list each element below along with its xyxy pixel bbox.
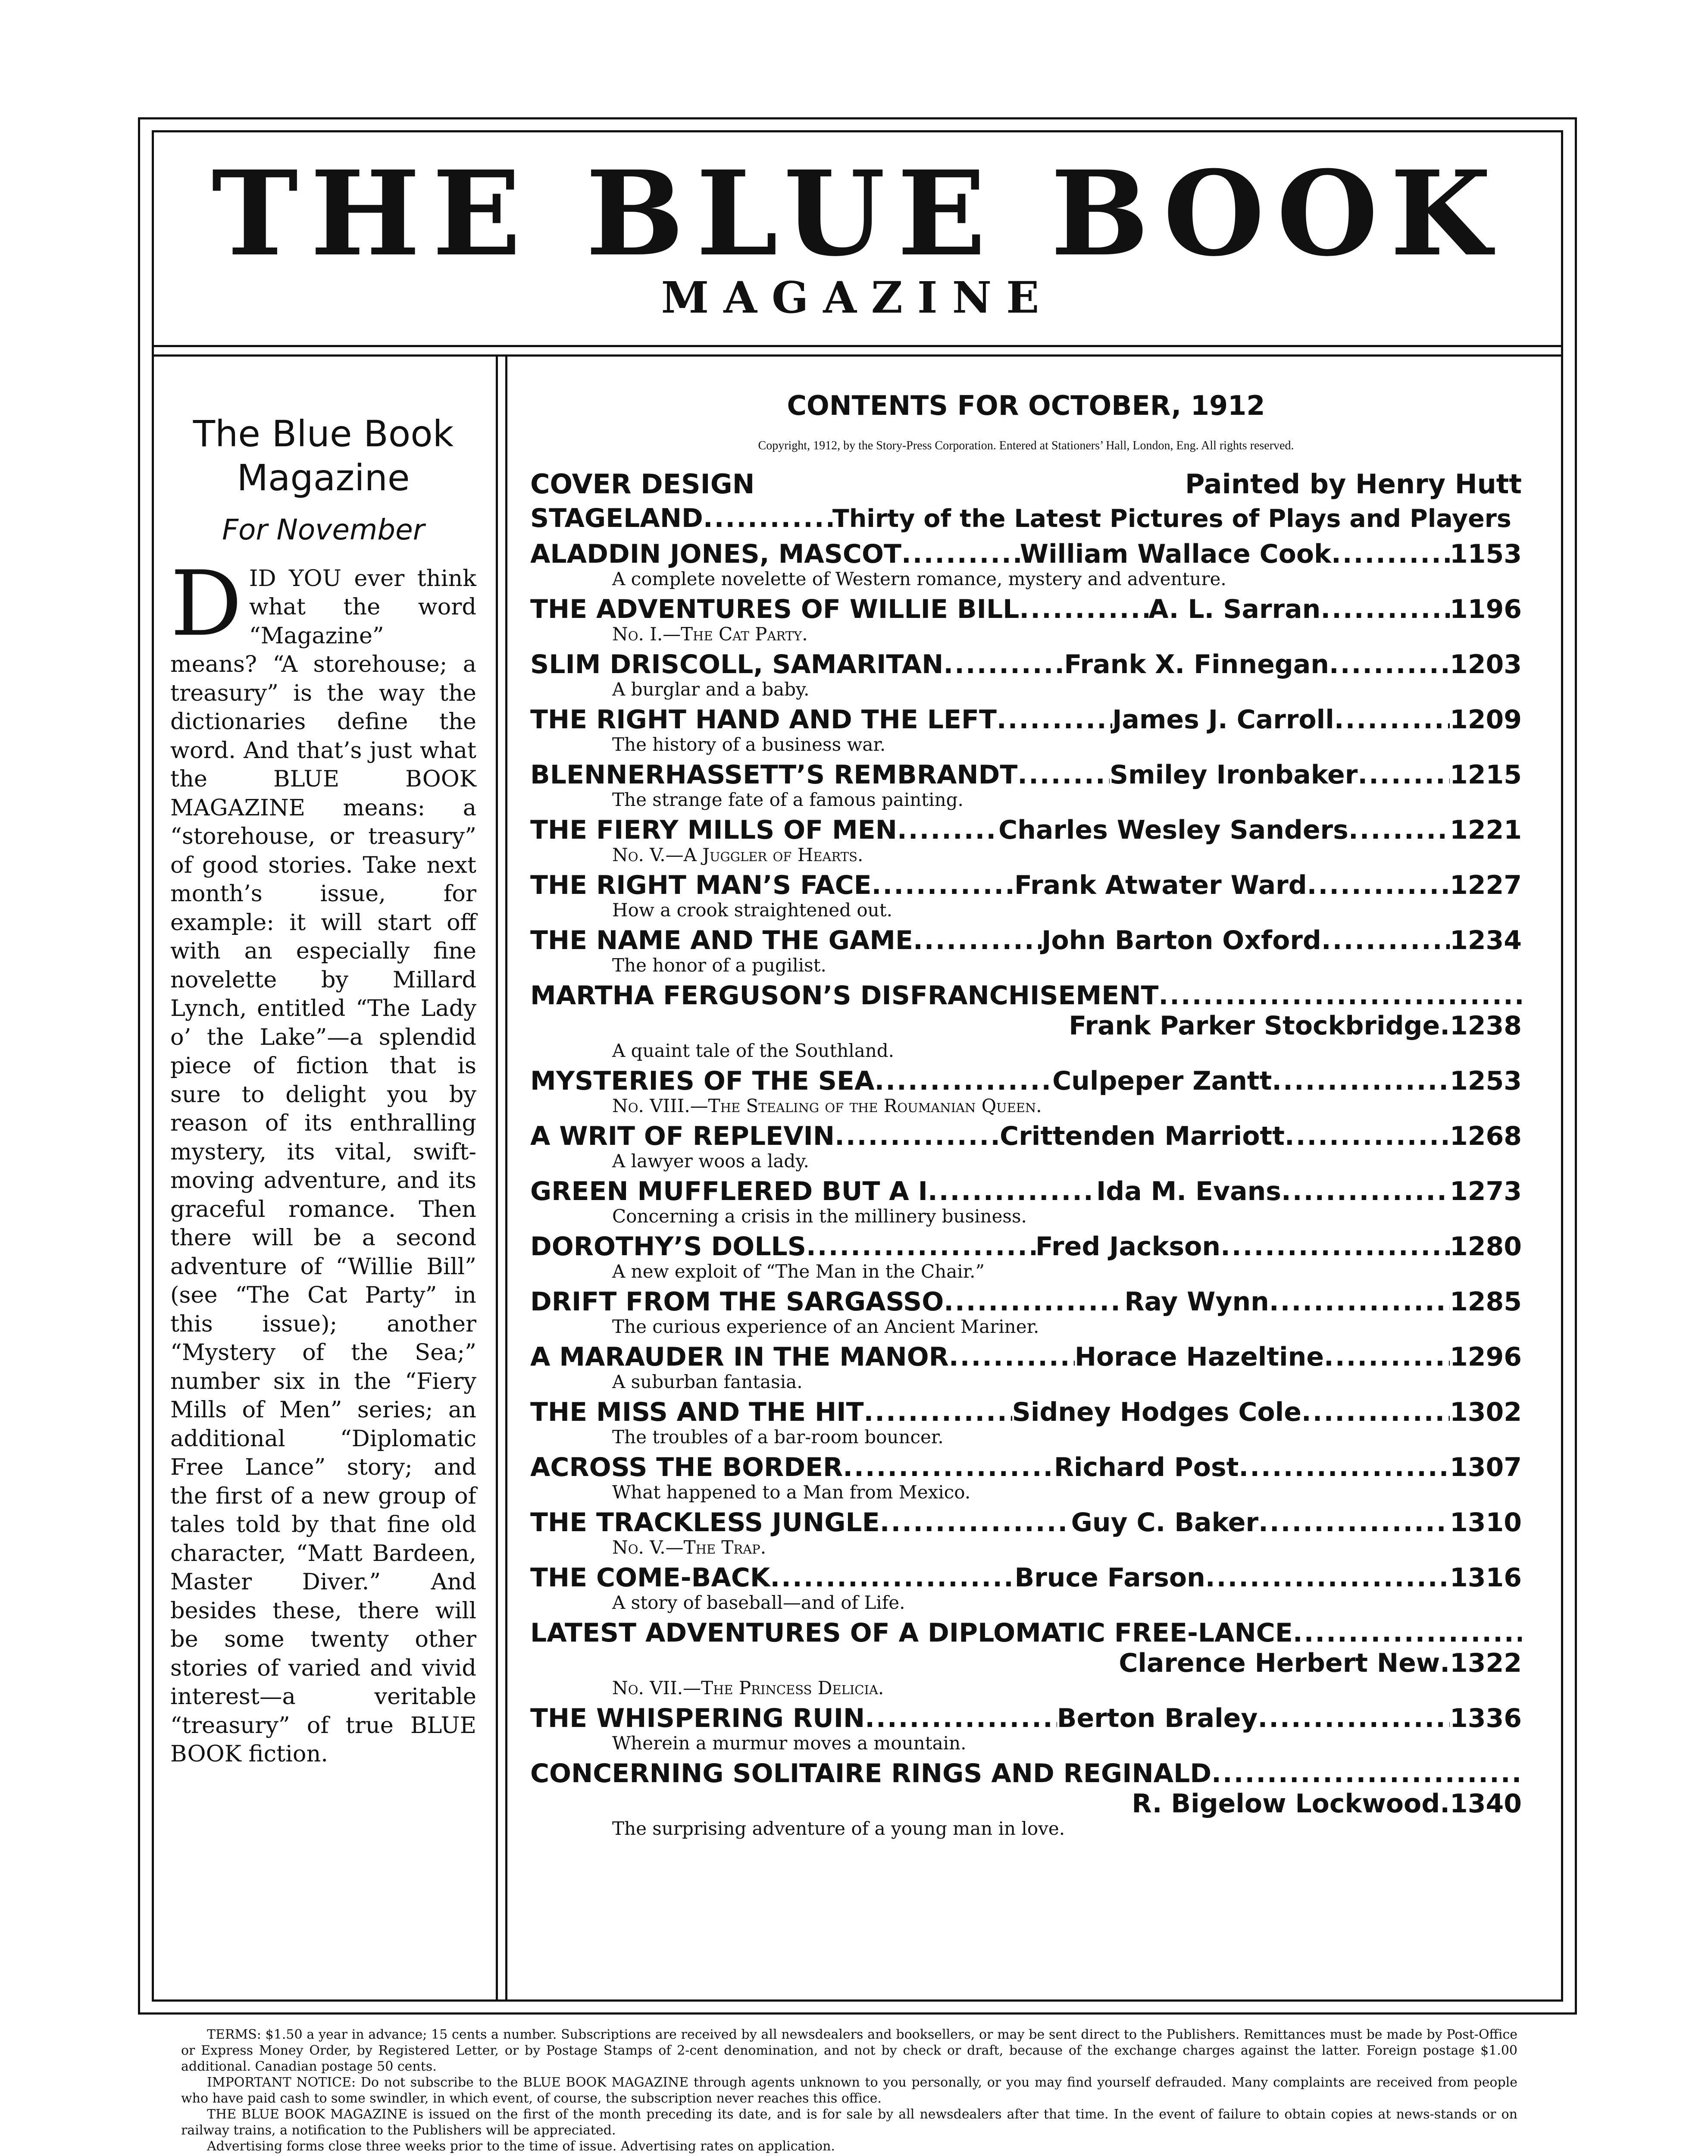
leader-dots	[1301, 1397, 1450, 1427]
entry-author: Fred Jackson	[1035, 1232, 1221, 1262]
leader-dots	[1017, 760, 1110, 790]
contents-entry	[530, 539, 1522, 589]
entry-title: A MARAUDER IN THE MANOR	[530, 1342, 949, 1373]
author-page-dot: .	[1440, 1011, 1450, 1041]
contents-entry	[530, 1176, 1522, 1226]
entry-author: Culpeper Zantt	[1052, 1066, 1272, 1097]
entry-subtitle: A burglar and a baby.	[612, 679, 810, 700]
entry-subtitle: A suburban fantasia.	[612, 1371, 803, 1393]
entry-title: THE MISS AND THE HIT	[530, 1397, 864, 1428]
entry-title: THE FIERY MILLS OF MEN	[530, 815, 897, 846]
contents-entry	[530, 870, 1522, 920]
contents-entry	[530, 1618, 1522, 1698]
entry-subtitle: The curious experience of an Ancient Mariner.	[612, 1316, 1039, 1338]
entry-page: 1221	[1449, 815, 1522, 846]
entry-title: THE RIGHT MAN’S FACE	[530, 870, 872, 901]
entry-subtitle: The history of a business war.	[612, 734, 886, 755]
contents-entry	[530, 981, 1522, 1061]
entry-page: 1234	[1450, 925, 1522, 956]
promo-title-line2: Magazine	[237, 457, 410, 499]
entry-page: 1253	[1450, 1066, 1522, 1097]
contents-entry	[530, 1287, 1522, 1337]
leader-dots	[1019, 594, 1148, 624]
promo-column	[170, 412, 476, 1769]
entry-subtitle: No. VII.—The Princess Delicia.	[612, 1677, 884, 1699]
entry-page: 1307	[1450, 1452, 1522, 1483]
contents-entry	[530, 925, 1522, 975]
contents-entry	[530, 1066, 1522, 1116]
entry-title: DOROTHY’S DOLLS	[530, 1232, 806, 1262]
entry-author: Ray Wynn	[1124, 1287, 1269, 1317]
entry-title: MYSTERIES OF THE SEA	[530, 1066, 875, 1097]
leader-dots	[949, 1342, 1075, 1372]
entry-page: 1196	[1450, 594, 1522, 625]
entry-author: Frank Parker Stockbridge	[1069, 1011, 1440, 1041]
stageland-title: STAGELAND	[530, 503, 703, 534]
leader-dots	[897, 815, 998, 845]
entry-author: Bruce Farson	[1014, 1563, 1205, 1593]
promo-text: ID YOU ever think what the word “Magazine” means? “A storehouse; a treasury” is the way the dictionaries define the word. And that’s just what the BLUE BOOK MAGAZINE means: a “storehouse, or treasury” of good stories. Take next month’s issue, for example: it will start off with an especially fine novelette by Millard Lynch, entitled “The Lady o’ the Lake”—a splendid piece of fiction that is sure to delight you by reason of its enthralling mystery, its vital, swift-moving adventure, and its graceful romance. Then there will be a second adventure of “Willie Bill” (see “The Cat Party” in this issue); another “Mystery of the Sea;” number six in the “Fiery Mills of Men” series; an additional “Diplomatic Free Lance” story; and the first of a new group of tales told by that fine old character, “Matt Bardeen, Master Diver.” And besides these, there will be some twenty other stories of varied and vivid interest—a veritable “treasury” of true BLUE BOOK fiction.	[170, 565, 476, 1767]
promo-for-month: For November	[222, 513, 425, 546]
advertising-paragraph: Advertising forms close three weeks prior to the time of issue. Advertising rates on application.	[207, 2139, 835, 2154]
entry-title: MARTHA FERGUSON’S DISFRANCHISEMENT	[530, 981, 1159, 1011]
entry-title: THE COME-BACK	[530, 1563, 770, 1593]
entry-page: 1285	[1449, 1287, 1522, 1317]
entry-page: 1302	[1450, 1397, 1522, 1428]
entry-title: LATEST ADVENTURES OF A DIPLOMATIC FREE-LANCE	[530, 1618, 1293, 1648]
contents-entry	[530, 1507, 1522, 1557]
leader-dots	[928, 1176, 1096, 1206]
entry-author: Berton Braley	[1057, 1703, 1258, 1734]
entry-subtitle: No. V.—The Trap.	[612, 1537, 766, 1558]
contents-entry	[530, 1232, 1522, 1282]
leader-dots	[835, 1121, 1000, 1151]
leader-dots	[1329, 649, 1450, 680]
entry-page: 1310	[1449, 1507, 1522, 1538]
entry-subtitle: A story of baseball—and of Life.	[612, 1592, 905, 1614]
entry-subtitle: The strange fate of a famous painting.	[612, 789, 963, 811]
copyright-line: Copyright, 1912, by the Story-Press Corporation. Entered at Stationers’ Hall, London, Eng. All rights reserved.	[758, 439, 1294, 452]
leader-dots	[1331, 539, 1450, 569]
entry-page: 1322	[1450, 1648, 1522, 1679]
entry-author: Ida M. Evans	[1096, 1176, 1281, 1207]
entry-subtitle: No. I.—The Cat Party.	[612, 624, 808, 645]
cover-design-row	[530, 470, 1522, 498]
terms-paragraph: TERMS: $1.50 a year in advance; 15 cents a number. Subscriptions are received by all newsdealers and booksellers, or may be sent direct to the Publishers. Remittances must be made by Post-Office or Express Money Order, by Registered Letter, or by Postage Stamps of 2-cent denomination, and not by check or draft, because of the exchange charges against the latter. Foreign postage $1.00 additional. Canadian postage 50 cents.	[181, 2027, 1517, 2074]
contents-entry	[530, 705, 1522, 755]
entry-subtitle: A quaint tale of the Southland.	[612, 1040, 895, 1062]
entry-subtitle: A complete novelette of Western romance, mystery and adventure.	[612, 568, 1226, 590]
contents-entry	[530, 649, 1522, 699]
leader-dots	[943, 649, 1064, 680]
entry-author: Richard Post	[1054, 1452, 1239, 1483]
masthead-rule-2	[152, 354, 1563, 357]
entry-title: THE RIGHT HAND AND THE LEFT	[530, 705, 997, 735]
entry-subtitle: No. VIII.—The Stealing of the Roumanian Queen.	[612, 1095, 1042, 1117]
entry-author: Horace Hazeltine	[1074, 1342, 1324, 1373]
contents-entry	[530, 1758, 1522, 1839]
leader-dots	[872, 870, 1014, 900]
entry-title: DRIFT FROM THE SARGASSO	[530, 1287, 944, 1317]
entry-title: THE TRACKLESS JUNGLE	[530, 1507, 880, 1538]
leader-dots	[997, 705, 1112, 735]
promo-title-line1: The Blue Book	[193, 413, 454, 455]
entry-title: THE NAME AND THE GAME	[530, 925, 913, 956]
leader-dots	[1281, 1176, 1450, 1206]
entry-title: BLENNERHASSETT’S REMBRANDT	[530, 760, 1018, 790]
leader-dots	[1321, 925, 1450, 956]
leader-dots	[880, 1507, 1071, 1538]
entry-title: THE WHISPERING RUIN	[530, 1703, 865, 1734]
leader-dots	[1334, 705, 1450, 735]
column-rule	[496, 357, 498, 2002]
entry-page: 1238	[1450, 1011, 1522, 1041]
entry-page: 1268	[1449, 1121, 1522, 1152]
masthead-title: THE BLUE BOOK	[211, 145, 1504, 282]
entry-subtitle: The honor of a pugilist.	[612, 955, 826, 976]
entry-author: Clarence Herbert New	[1119, 1648, 1440, 1679]
leader-dots	[901, 539, 1020, 569]
entry-author: John Barton Oxford	[1042, 925, 1321, 956]
leader-dots	[1269, 1287, 1450, 1317]
entry-title: A WRIT OF REPLEVIN	[530, 1121, 835, 1152]
entry-page: 1227	[1450, 870, 1522, 901]
leader-dots	[864, 1397, 1012, 1427]
leader-dots	[806, 1232, 1035, 1262]
leader-dots	[1320, 594, 1450, 624]
contents-list	[530, 539, 1522, 1839]
entry-subtitle: The surprising adventure of a young man in love.	[612, 1818, 1065, 1839]
entry-subtitle: No. V.—A Juggler of Hearts.	[612, 844, 863, 866]
column-rule-2	[505, 357, 507, 2002]
contents-entry	[530, 760, 1522, 810]
entry-subtitle: A new exploit of “The Man in the Chair.”	[612, 1261, 985, 1282]
entry-page: 1340	[1450, 1789, 1522, 1819]
masthead-rule	[152, 345, 1563, 347]
leader-dots	[1158, 981, 1522, 1011]
leader-dots	[770, 1563, 1014, 1593]
leader-dots	[1324, 1342, 1450, 1372]
leader-dots	[1285, 1121, 1450, 1151]
entry-page: 1209	[1450, 705, 1522, 735]
leader-dots	[913, 925, 1042, 956]
promo-body	[170, 552, 476, 1769]
author-page-dot: .	[1440, 1789, 1450, 1819]
entry-author: Smiley Ironbaker	[1109, 760, 1358, 790]
contents-entry	[530, 594, 1522, 644]
cover-label: COVER DESIGN	[530, 468, 755, 500]
entry-title: SLIM DRISCOLL, SAMARITAN	[530, 649, 944, 680]
contents-entry	[530, 1452, 1522, 1502]
entry-author: Charles Wesley Sanders	[998, 815, 1348, 846]
leader-dots	[1293, 1618, 1522, 1648]
entry-author: William Wallace Cook	[1020, 539, 1331, 570]
entry-page: 1336	[1449, 1703, 1522, 1734]
leader-dots	[1220, 1232, 1450, 1262]
promo-dropcap: D	[170, 552, 242, 656]
entry-page: 1153	[1449, 539, 1522, 570]
leader-dots	[865, 1703, 1057, 1733]
leader-dots	[1358, 760, 1450, 790]
entry-page: 1280	[1449, 1232, 1522, 1262]
entry-title: GREEN MUFFLERED BUT A I	[530, 1176, 928, 1207]
entry-page: 1296	[1449, 1342, 1522, 1373]
entry-author: A. L. Sarran	[1148, 594, 1321, 625]
contents-entry	[530, 1563, 1522, 1613]
leader-dots	[1211, 1758, 1522, 1789]
terms-block	[181, 2027, 1517, 2154]
leader-dots	[1258, 1507, 1450, 1538]
notice-paragraph: IMPORTANT NOTICE: Do not subscribe to the BLUE BOOK MAGAZINE through agents unknown to you personally, or you may find yourself defrauded. Many complaints are received from people who have paid cash to some swindler, in which event, of course, the subscription never reaches this office.	[181, 2075, 1517, 2106]
contents-entry	[530, 815, 1522, 865]
entry-author: James J. Carroll	[1112, 705, 1334, 735]
leader-dots	[944, 1287, 1124, 1317]
entry-subtitle: Concerning a crisis in the millinery business.	[612, 1206, 1027, 1227]
leader-dots	[1348, 815, 1450, 845]
leader-dots	[843, 1452, 1054, 1482]
contents-entry	[530, 1703, 1522, 1753]
leader-dots	[1258, 1703, 1450, 1733]
entry-page: 1203	[1449, 649, 1522, 680]
contents-entry	[530, 1121, 1522, 1171]
entry-title: ALADDIN JONES, MASCOT	[530, 539, 901, 570]
entry-page: 1215	[1449, 760, 1522, 790]
contents-column	[530, 392, 1522, 1839]
entry-subtitle: A lawyer woos a lady.	[612, 1150, 809, 1172]
entry-subtitle: The troubles of a bar-room bouncer.	[612, 1426, 944, 1448]
entry-author: Frank X. Finnegan	[1064, 649, 1329, 680]
entry-title: CONCERNING SOLITAIRE RINGS AND REGINALD	[530, 1758, 1212, 1789]
contents-entry	[530, 1397, 1522, 1447]
entry-subtitle: Wherein a murmur moves a mountain.	[612, 1733, 967, 1754]
author-page-dot: .	[1440, 1648, 1450, 1679]
entry-author: Guy C. Baker	[1071, 1507, 1259, 1538]
leader-dots	[1239, 1452, 1450, 1482]
entry-author: Sidney Hodges Cole	[1012, 1397, 1301, 1428]
entry-author: Crittenden Marriott	[1000, 1121, 1285, 1152]
masthead-subtitle: MAGAZINE	[661, 272, 1054, 323]
leader-dots	[874, 1066, 1052, 1096]
promo-title	[170, 412, 476, 500]
leader-dots	[1272, 1066, 1450, 1096]
entry-page: 1316	[1450, 1563, 1522, 1593]
entry-title: THE ADVENTURES OF WILLIE BILL	[530, 594, 1020, 625]
contents-heading: CONTENTS FOR OCTOBER, 1912	[787, 390, 1265, 421]
entry-author: Frank Atwater Ward	[1014, 870, 1307, 901]
leader-dots	[1205, 1563, 1450, 1593]
entry-page: 1273	[1449, 1176, 1522, 1207]
entry-author: R. Bigelow Lockwood	[1132, 1789, 1440, 1819]
entry-subtitle: What happened to a Man from Mexico.	[612, 1482, 971, 1503]
cover-credit: Painted by Henry Hutt	[1185, 468, 1522, 500]
contents-entry	[530, 1342, 1522, 1392]
entry-subtitle: How a crook straightened out.	[612, 899, 892, 921]
issue-paragraph: THE BLUE BOOK MAGAZINE is issued on the first of the month preceding its date, and is for sale by all newsdealers after that time. In the event of failure to obtain copies at news-stands or on railway trains, a notification to the Publishers will be appreciated.	[181, 2107, 1517, 2138]
leader-dots	[703, 503, 832, 533]
leader-dots	[1307, 870, 1450, 900]
entry-title: ACROSS THE BORDER	[530, 1452, 843, 1483]
stageland-row	[530, 503, 1522, 534]
stageland-desc: Thirty of the Latest Pictures of Plays and Players	[832, 505, 1511, 533]
